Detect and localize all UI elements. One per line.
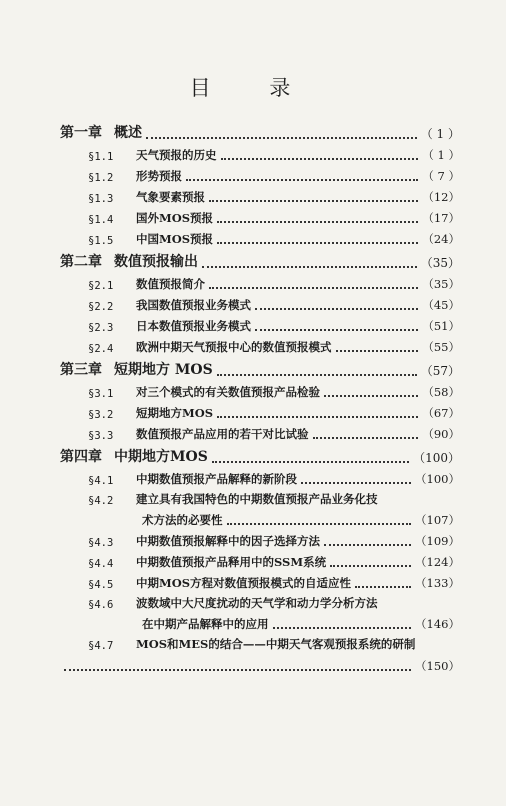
section-title: 中期数值预报产品释用中的SSM系统: [136, 555, 327, 569]
toc-section-entry: [60, 205, 460, 226]
dot-leader: [212, 460, 409, 463]
section-number: §2.4: [88, 343, 114, 355]
page-number: （100）: [413, 451, 460, 465]
toc-section-entry: [60, 466, 460, 487]
section-title: 在中期产品解释中的应用: [142, 617, 269, 631]
section-title: 欧洲中期天气预报中心的数值预报模式: [136, 340, 332, 354]
dot-leader: [146, 136, 417, 139]
section-number: §4.6: [88, 599, 114, 611]
dot-leader: [217, 220, 418, 223]
toc-section-entry: [60, 313, 460, 334]
section-number: §2.1: [88, 280, 114, 292]
page-number: （150）: [415, 659, 460, 673]
page-number: （24）: [422, 232, 460, 246]
section-number: §1.3: [88, 193, 114, 205]
page-number: （ 7 ）: [422, 169, 460, 183]
section-number: §1.1: [88, 151, 114, 163]
toc-section-entry: [60, 487, 460, 507]
dot-leader: [301, 481, 411, 484]
dot-leader: [227, 522, 412, 525]
page-number: （67）: [422, 406, 460, 420]
page-number: （35）: [420, 256, 460, 270]
toc-section-entry: [60, 400, 460, 421]
section-number: §4.7: [88, 640, 114, 652]
section-number: §3.1: [88, 388, 114, 400]
page-title: 目 录: [189, 76, 317, 100]
section-number: §4.5: [88, 579, 114, 591]
page-number: （133）: [415, 576, 460, 590]
page-number: （ 1 ）: [420, 127, 460, 141]
page-number: （90）: [422, 427, 460, 441]
chapter-title: 概述: [114, 125, 142, 141]
section-title: 建立具有我国特色的中期数值预报产品业务化技: [136, 492, 378, 506]
page-number: （107）: [415, 513, 460, 527]
section-title: 数值预报产品应用的若干对比试验: [136, 427, 309, 441]
section-title: 对三个模式的有关数值预报产品检验: [136, 385, 320, 399]
dot-leader: [202, 265, 417, 268]
section-title: 国外MOS预报: [136, 211, 214, 225]
toc-section-entry: [60, 334, 460, 355]
page-number: （17）: [422, 211, 460, 225]
dot-leader: [255, 328, 418, 331]
dot-leader: [355, 585, 411, 588]
chapter-number: 第一章: [60, 125, 102, 141]
toc-section-entry: [60, 611, 460, 632]
toc-section-entry: [60, 163, 460, 184]
page-number: （ 1 ）: [422, 148, 460, 162]
page-number: （124）: [415, 555, 460, 569]
section-number: §4.2: [88, 495, 114, 507]
section-title: 气象要素预报: [136, 190, 205, 204]
section-number: §1.2: [88, 172, 114, 184]
section-title: 形势预报: [136, 169, 182, 183]
toc-section-entry: [60, 142, 460, 163]
section-number: §3.2: [88, 409, 114, 421]
toc-section-entry: [60, 549, 460, 570]
table-of-contents: [60, 118, 460, 674]
section-number: §2.3: [88, 322, 114, 334]
dot-leader: [217, 241, 418, 244]
toc-section-entry: [60, 652, 460, 674]
toc-section-entry: [60, 292, 460, 313]
section-title: MOS和MES的结合——中期天气客观预报系统的研制: [136, 637, 416, 651]
section-title: 短期地方MOS: [136, 406, 214, 420]
toc-chapter-entry: [60, 445, 460, 466]
chapter-number: 第三章: [60, 362, 102, 378]
section-title: 天气预报的历史: [136, 148, 217, 162]
section-title: 中国MOS预报: [136, 232, 214, 246]
dot-leader: [64, 668, 411, 671]
toc-section-entry: [60, 591, 460, 611]
section-title: 术方法的必要性: [142, 513, 223, 527]
section-number: §1.4: [88, 214, 114, 226]
toc-section-entry: [60, 507, 460, 528]
section-number: §3.3: [88, 430, 114, 442]
section-number: §4.1: [88, 475, 114, 487]
dot-leader: [273, 626, 412, 629]
page-number: （12）: [422, 190, 460, 204]
section-number: §4.3: [88, 537, 114, 549]
section-number: §2.2: [88, 301, 114, 313]
page-number: （55）: [422, 340, 460, 354]
chapter-title: 短期地方 MOS: [114, 362, 213, 378]
dot-leader: [186, 178, 418, 181]
chapter-title: 中期地方MOS: [114, 449, 208, 465]
dot-leader: [324, 394, 418, 397]
toc-chapter-entry: [60, 358, 460, 379]
toc-section-entry: [60, 226, 460, 247]
section-title: 中期数值预报解释中的因子选择方法: [136, 534, 320, 548]
dot-leader: [330, 564, 411, 567]
section-title: 日本数值预报业务模式: [136, 319, 251, 333]
page-number: （51）: [422, 319, 460, 333]
toc-section-entry: [60, 379, 460, 400]
section-title: 波数域中大尺度扰动的天气学和动力学分析方法: [136, 596, 378, 610]
dot-leader: [217, 415, 418, 418]
page-number: （45）: [422, 298, 460, 312]
section-number: §4.4: [88, 558, 114, 570]
page-number: （57）: [420, 364, 460, 378]
dot-leader: [255, 307, 418, 310]
section-title: 中期数值预报产品解释的新阶段: [136, 472, 297, 486]
dot-leader: [336, 349, 419, 352]
section-title: 中期MOS方程对数值预报模式的自适应性: [136, 576, 352, 590]
page-number: （109）: [415, 534, 460, 548]
toc-section-entry: [60, 271, 460, 292]
section-title: 我国数值预报业务模式: [136, 298, 251, 312]
dot-leader: [209, 199, 418, 202]
toc-section-entry: [60, 421, 460, 442]
toc-section-entry: [60, 570, 460, 591]
page-number: （35）: [422, 277, 460, 291]
dot-leader: [217, 373, 417, 376]
page-number: （58）: [422, 385, 460, 399]
toc-chapter-entry: [60, 121, 460, 142]
page-number: （146）: [415, 617, 460, 631]
dot-leader: [324, 543, 411, 546]
toc-chapter-entry: [60, 250, 460, 271]
dot-leader: [221, 157, 419, 160]
toc-section-entry: [60, 528, 460, 549]
chapter-number: 第四章: [60, 449, 102, 465]
dot-leader: [209, 286, 418, 289]
section-number: §1.5: [88, 235, 114, 247]
dot-leader: [313, 436, 419, 439]
chapter-title: 数值预报输出: [114, 254, 198, 270]
page-number: （100）: [415, 472, 460, 486]
chapter-number: 第二章: [60, 254, 102, 270]
toc-section-entry: [60, 632, 460, 652]
section-title: 数值预报简介: [136, 277, 205, 291]
toc-section-entry: [60, 184, 460, 205]
